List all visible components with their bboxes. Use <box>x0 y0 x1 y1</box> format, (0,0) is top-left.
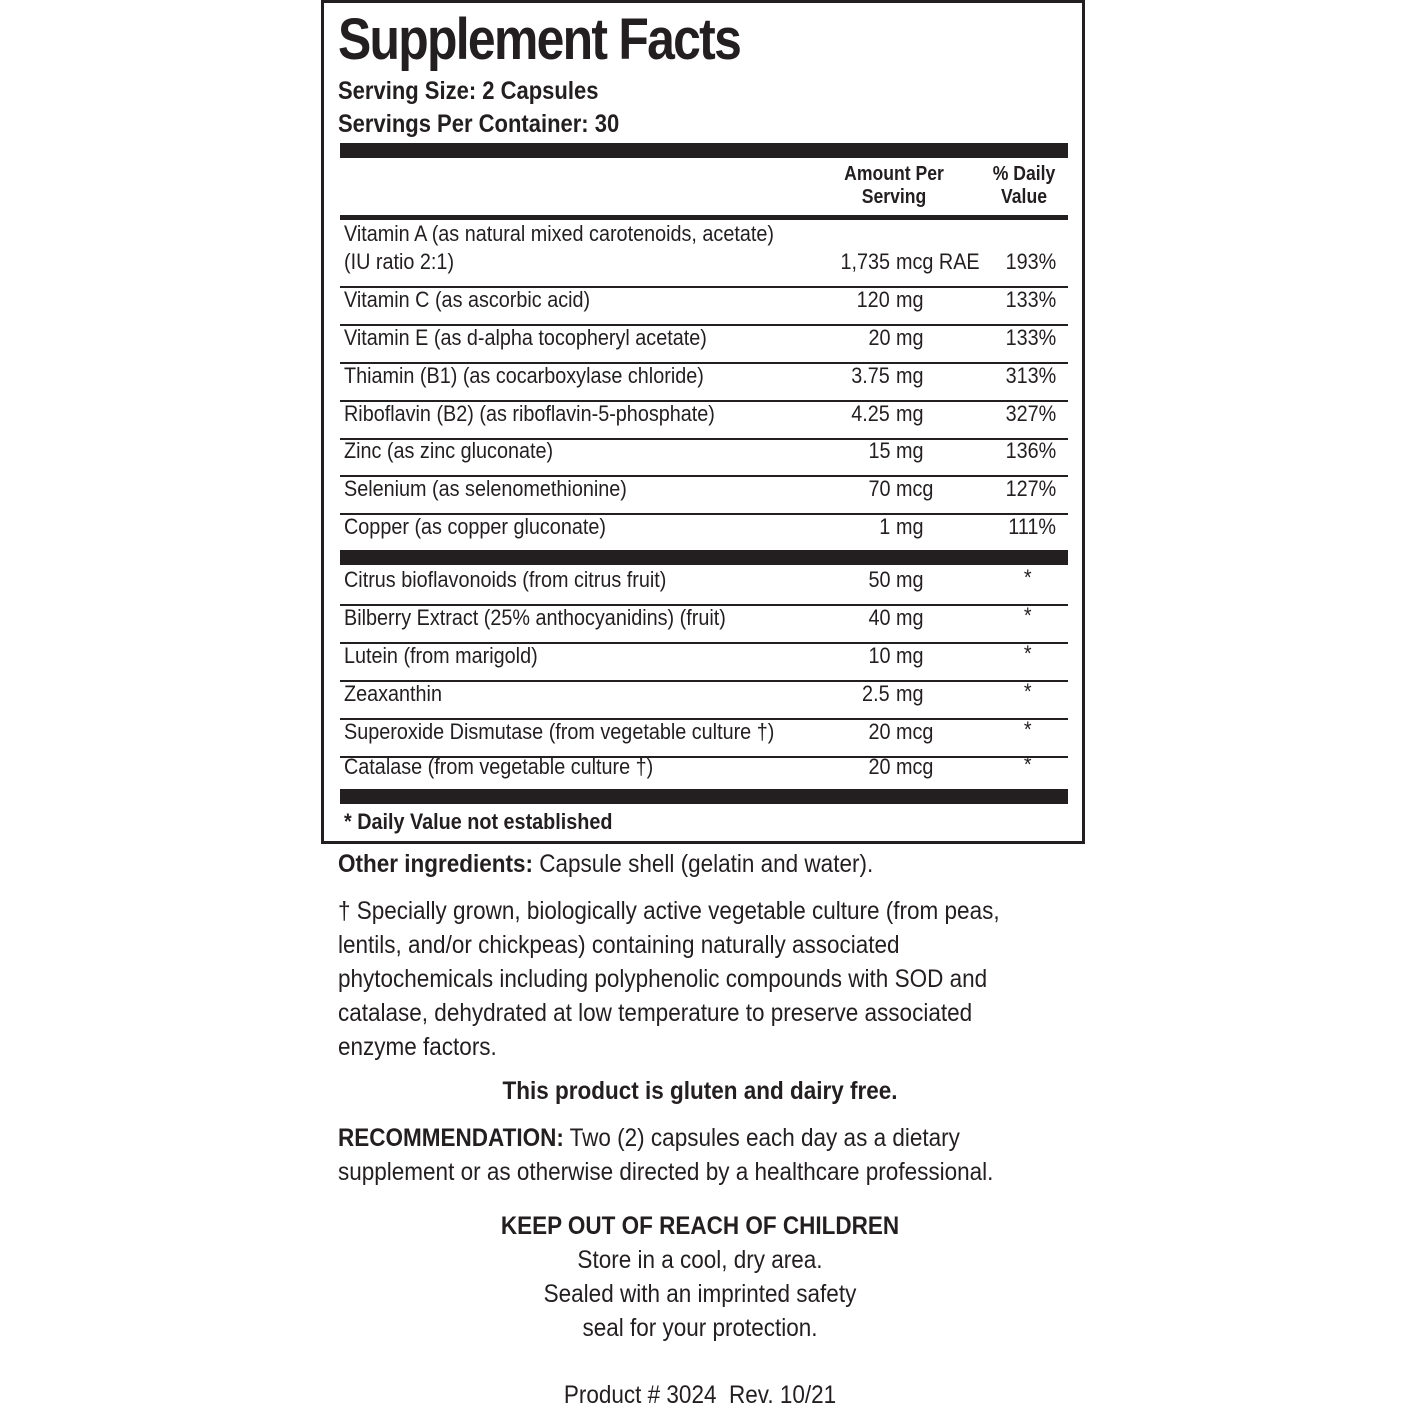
recommendation-text: Two (2) capsules each day as a dietary supplement or as otherwise directed by a healthcare professional. <box>338 1124 994 1186</box>
amount-unit: mcg <box>896 719 934 744</box>
vitamin-row <box>340 288 1068 326</box>
amount-value: 10 <box>867 643 890 668</box>
other-ingredient-row <box>340 641 1068 682</box>
other-ingredient-row <box>340 679 1068 720</box>
daily-value: 111% <box>1008 514 1056 539</box>
daily-value: * <box>1024 752 1032 777</box>
amount-value: 120 <box>856 287 890 312</box>
vitamin-row <box>340 402 1068 440</box>
amount-value: 70 <box>867 476 890 501</box>
dagger-note-text: † Specially grown, biologically active vegetable culture (from peas, lentils, and/or chickpeas) containing naturally associated phytochemicals including polyphenolic compounds with SOD and catalase, dehydrated at low temperature to preserve associated enzyme factors. <box>338 897 1000 1061</box>
bottom-divider-bar <box>340 789 1068 804</box>
ingredient-name: Thiamin (B1) (as cocarboxylase chloride) <box>344 363 704 388</box>
vitamin-row <box>340 326 1068 364</box>
other-ingredient-row <box>340 752 1068 791</box>
amount-unit: mcg RAE <box>896 249 980 274</box>
section-divider-bar <box>340 550 1068 565</box>
amount-unit: mg <box>896 325 924 350</box>
seal-line-2: seal for your protection. <box>582 1314 818 1342</box>
gluten-note-text: This product is gluten and dairy free. <box>502 1077 898 1105</box>
daily-value: * <box>1024 565 1032 590</box>
amount-unit: mg <box>896 287 924 312</box>
daily-value-header: % Daily Value <box>992 163 1056 208</box>
amount-value: 1,735 <box>840 249 890 274</box>
daily-value-footnote: * Daily Value not established <box>344 809 613 834</box>
storage-line: Store in a cool, dry area. <box>577 1246 823 1274</box>
amount-value: 20 <box>867 754 890 779</box>
amount-unit: mg <box>896 438 924 463</box>
other-ingredients-text: Capsule shell (gelatin and water). <box>533 850 874 878</box>
daily-value: * <box>1024 641 1032 666</box>
amount-unit: mg <box>896 567 924 592</box>
amount-value: 1 <box>878 514 890 539</box>
vitamin-row <box>340 440 1068 477</box>
ingredient-name: Zinc (as zinc gluconate) <box>344 438 554 463</box>
daily-value: 133% <box>1005 325 1056 350</box>
vitamin-row <box>340 364 1068 402</box>
serving-size: Serving Size: 2 Capsules <box>338 77 599 105</box>
amount-value: 15 <box>867 438 890 463</box>
other-ingredient-row <box>340 603 1068 644</box>
ingredient-name: Citrus bioflavonoids (from citrus fruit) <box>344 567 667 592</box>
daily-value: * <box>1024 679 1032 704</box>
amount-unit: mcg <box>896 476 934 501</box>
vitamin-row <box>340 220 1068 288</box>
ingredient-name: Superoxide Dismutase (from vegetable culture †) <box>344 719 775 744</box>
recommendation <box>338 1121 1048 1189</box>
other-ingredients <box>338 847 1048 881</box>
ingredient-name: Vitamin C (as ascorbic acid) <box>344 287 591 312</box>
ingredient-name: Bilberry Extract (25% anthocyanidins) (fruit) <box>344 605 726 630</box>
daily-value: 327% <box>1005 401 1056 426</box>
daily-value: * <box>1024 603 1032 628</box>
vitamin-row <box>340 515 1068 551</box>
ingredient-name: Selenium (as selenomethionine) <box>344 476 627 501</box>
ingredient-name: Zeaxanthin <box>344 681 442 706</box>
vitamin-row <box>340 477 1068 515</box>
daily-value: * <box>1024 717 1032 742</box>
ingredient-name: Vitamin E (as d-alpha tocopheryl acetate) <box>344 325 707 350</box>
amount-unit: mg <box>896 643 924 668</box>
other-ingredient-row <box>340 565 1068 606</box>
daily-value: 313% <box>1005 363 1056 388</box>
other-ingredients-label: Other ingredients: <box>338 850 534 878</box>
recommendation-label: RECOMMENDATION: <box>338 1124 564 1152</box>
amount-unit: mg <box>896 681 924 706</box>
top-divider-bar <box>340 143 1068 158</box>
warning-heading: KEEP OUT OF REACH OF CHILDREN <box>500 1212 900 1240</box>
amount-value: 20 <box>867 719 890 744</box>
ingredient-name: Vitamin A (as natural mixed carotenoids, acetate) (IU ratio 2:1) <box>344 221 774 274</box>
amount-value: 4.25 <box>851 401 890 426</box>
ingredient-name: Riboflavin (B2) (as riboflavin-5-phosphate) <box>344 401 715 426</box>
daily-value: 193% <box>1005 249 1056 274</box>
servings-per-container: Servings Per Container: 30 <box>338 110 620 138</box>
amount-unit: mg <box>896 514 924 539</box>
gluten-note <box>300 1074 1100 1108</box>
daily-value: 127% <box>1005 476 1056 501</box>
amount-value: 40 <box>867 605 890 630</box>
supplement-facts-panel <box>321 0 1085 844</box>
warning-block <box>300 1209 1100 1345</box>
amount-unit: mg <box>896 401 924 426</box>
product-code-text: Product # 3024 Rev. 10/21 <box>563 1381 837 1409</box>
amount-unit: mcg <box>896 754 934 779</box>
amount-unit: mg <box>896 605 924 630</box>
dagger-note <box>338 894 1048 1064</box>
amount-value: 50 <box>867 567 890 592</box>
ingredient-name: Catalase (from vegetable culture †) <box>344 754 654 779</box>
ingredient-name: Copper (as copper gluconate) <box>344 514 606 539</box>
seal-line-1: Sealed with an imprinted safety <box>543 1280 857 1308</box>
panel-title: Supplement Facts <box>338 7 741 72</box>
product-code <box>300 1378 1100 1412</box>
amount-value: 2.5 <box>862 681 890 706</box>
daily-value: 136% <box>1005 438 1056 463</box>
daily-value: 133% <box>1005 287 1056 312</box>
amount-value: 20 <box>867 325 890 350</box>
amount-value: 3.75 <box>851 363 890 388</box>
ingredient-name: Lutein (from marigold) <box>344 643 538 668</box>
amount-unit: mg <box>896 363 924 388</box>
amount-per-serving-header: Amount Per Serving <box>844 163 944 208</box>
